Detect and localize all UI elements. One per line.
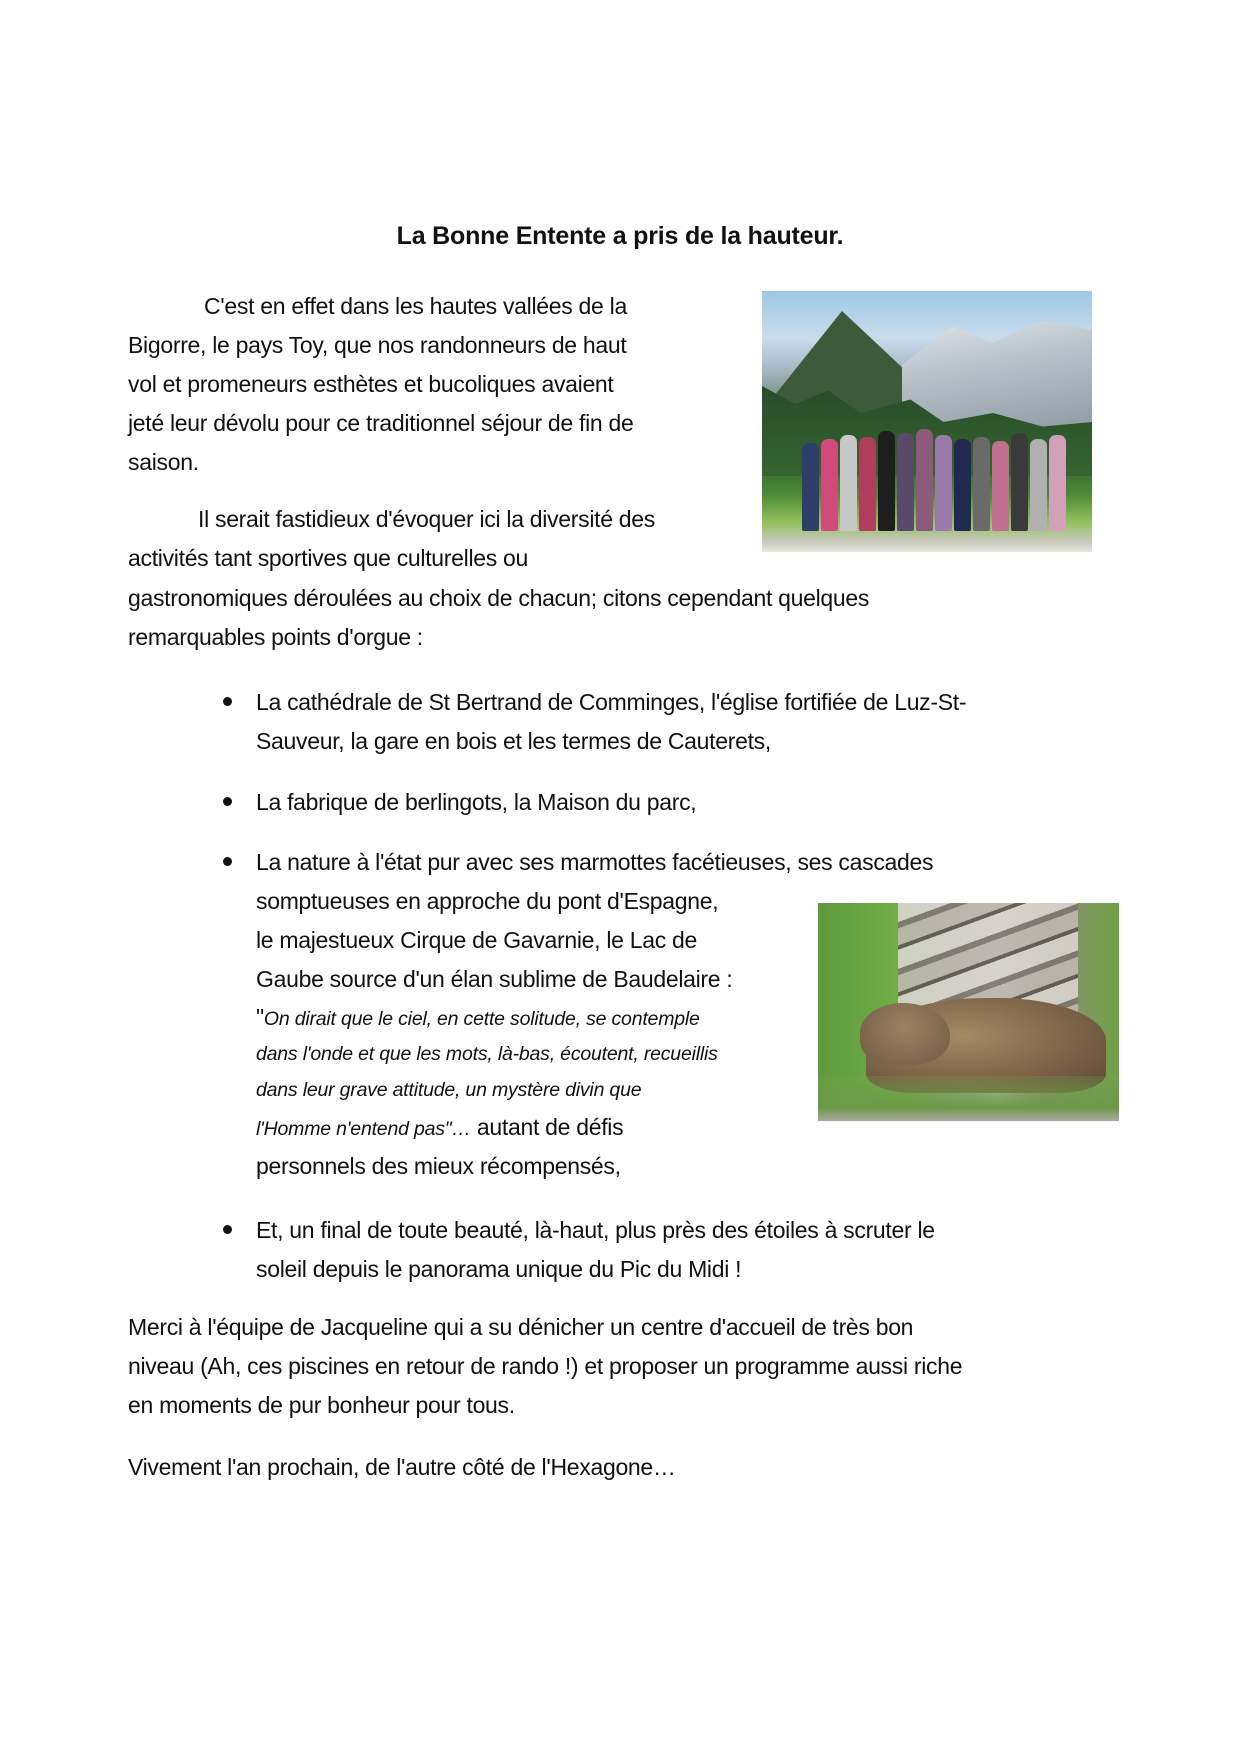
hiker: [821, 439, 838, 531]
marmot-head-shape: [860, 1003, 950, 1065]
thanks-line-2: niveau (Ah, ces piscines en retour de rando !) et proposer un programme aussi riche: [128, 1353, 963, 1379]
hiker: [802, 443, 819, 531]
quote-line-1: [256, 998, 700, 1037]
bullet4-line-1: Et, un final de toute beauté, là-haut, plus près des étoiles à scruter le: [256, 1217, 935, 1243]
bullet1-line-1: La cathédrale de St Bertrand de Comminges, l'église fortifiée de Luz-St-: [256, 689, 967, 715]
bullet2-line-1: La fabrique de berlingots, la Maison du parc,: [256, 789, 697, 815]
paragraph2-line-4: remarquables points d'orgue :: [128, 624, 423, 650]
bullet3-line-4: Gaube source d'un élan sublime de Baudelaire :: [256, 966, 733, 992]
intro-line-3: vol et promeneurs esthètes et bucoliques avaient: [128, 371, 614, 397]
bullet4-line-2: soleil depuis le panorama unique du Pic du Midi !: [256, 1256, 742, 1282]
grass-shape: [818, 1076, 1119, 1121]
baudelaire-quote-line-3: dans leur grave attitude, un mystère divin que: [256, 1079, 642, 1101]
thanks-line-1: Merci à l'équipe de Jacqueline qui a su dénicher un centre d'accueil de très bon: [128, 1314, 914, 1340]
hiker: [1030, 439, 1047, 531]
bullet1-line-2: Sauveur, la gare en bois et les termes de Cauterets,: [256, 728, 771, 754]
hiker: [1011, 433, 1028, 531]
paragraph2-line-1: Il serait fastidieux d'évoquer ici la diversité des: [198, 506, 655, 532]
bullet3-line-3: le majestueux Cirque de Gavarnie, le Lac de: [256, 927, 697, 953]
hikers-photo: [762, 291, 1092, 552]
hiker: [840, 435, 857, 531]
paragraph2-line-2: activités tant sportives que culturelles ou: [128, 545, 529, 571]
baudelaire-quote-line-1: On dirait que le ciel, en cette solitude, se contemple: [263, 1008, 700, 1030]
hiker: [935, 435, 952, 531]
hiker: [1049, 435, 1066, 531]
intro-line-2: Bigorre, le pays Toy, que nos randonneurs de haut: [128, 332, 627, 358]
baudelaire-quote-line-2: dans l'onde et que les mots, là-bas, écoutent, recueillis: [256, 1043, 718, 1065]
after-quote-text: autant de défis: [470, 1114, 624, 1140]
marmot-photo: [818, 903, 1119, 1121]
bullet3-line-1: La nature à l'état pur avec ses marmottes facétieuses, ses cascades: [256, 849, 934, 875]
bullet3-final-line: personnels des mieux récompensés,: [256, 1153, 621, 1179]
article-title: La Bonne Entente a pris de la hauteur.: [396, 222, 844, 250]
bullet3-line-2: somptueuses en approche du pont d'Espagne,: [256, 888, 719, 914]
bullet-dot: [223, 1225, 232, 1234]
intro-line-4: jeté leur dévolu pour ce traditionnel séjour de fin de: [128, 410, 634, 436]
hiker-group: [802, 416, 1092, 531]
intro-line-1: C'est en effet dans les hautes vallées de la: [204, 293, 627, 319]
bullet-dot: [223, 857, 232, 866]
hiker: [897, 433, 914, 531]
closing-line: Vivement l'an prochain, de l'autre côté de l'Hexagone…: [128, 1454, 676, 1480]
hiker: [954, 439, 971, 531]
bullet-dot: [223, 797, 232, 806]
paragraph2-line-3: gastronomiques déroulées au choix de chacun; citons cependant quelques: [128, 585, 870, 611]
rocks-shape: [898, 903, 1078, 1013]
hiker: [973, 437, 990, 531]
bullet-dot: [223, 697, 232, 706]
quote-open-mark: ": [256, 1004, 264, 1030]
baudelaire-quote-line-4: l'Homme n'entend pas"…: [256, 1118, 471, 1140]
intro-line-5: saison.: [128, 449, 199, 475]
hiker: [992, 441, 1009, 531]
hiker: [916, 429, 933, 531]
hiker: [859, 437, 876, 531]
thanks-line-3: en moments de pur bonheur pour tous.: [128, 1392, 515, 1418]
quote-line-4: [256, 1108, 623, 1147]
hiker: [878, 431, 895, 531]
